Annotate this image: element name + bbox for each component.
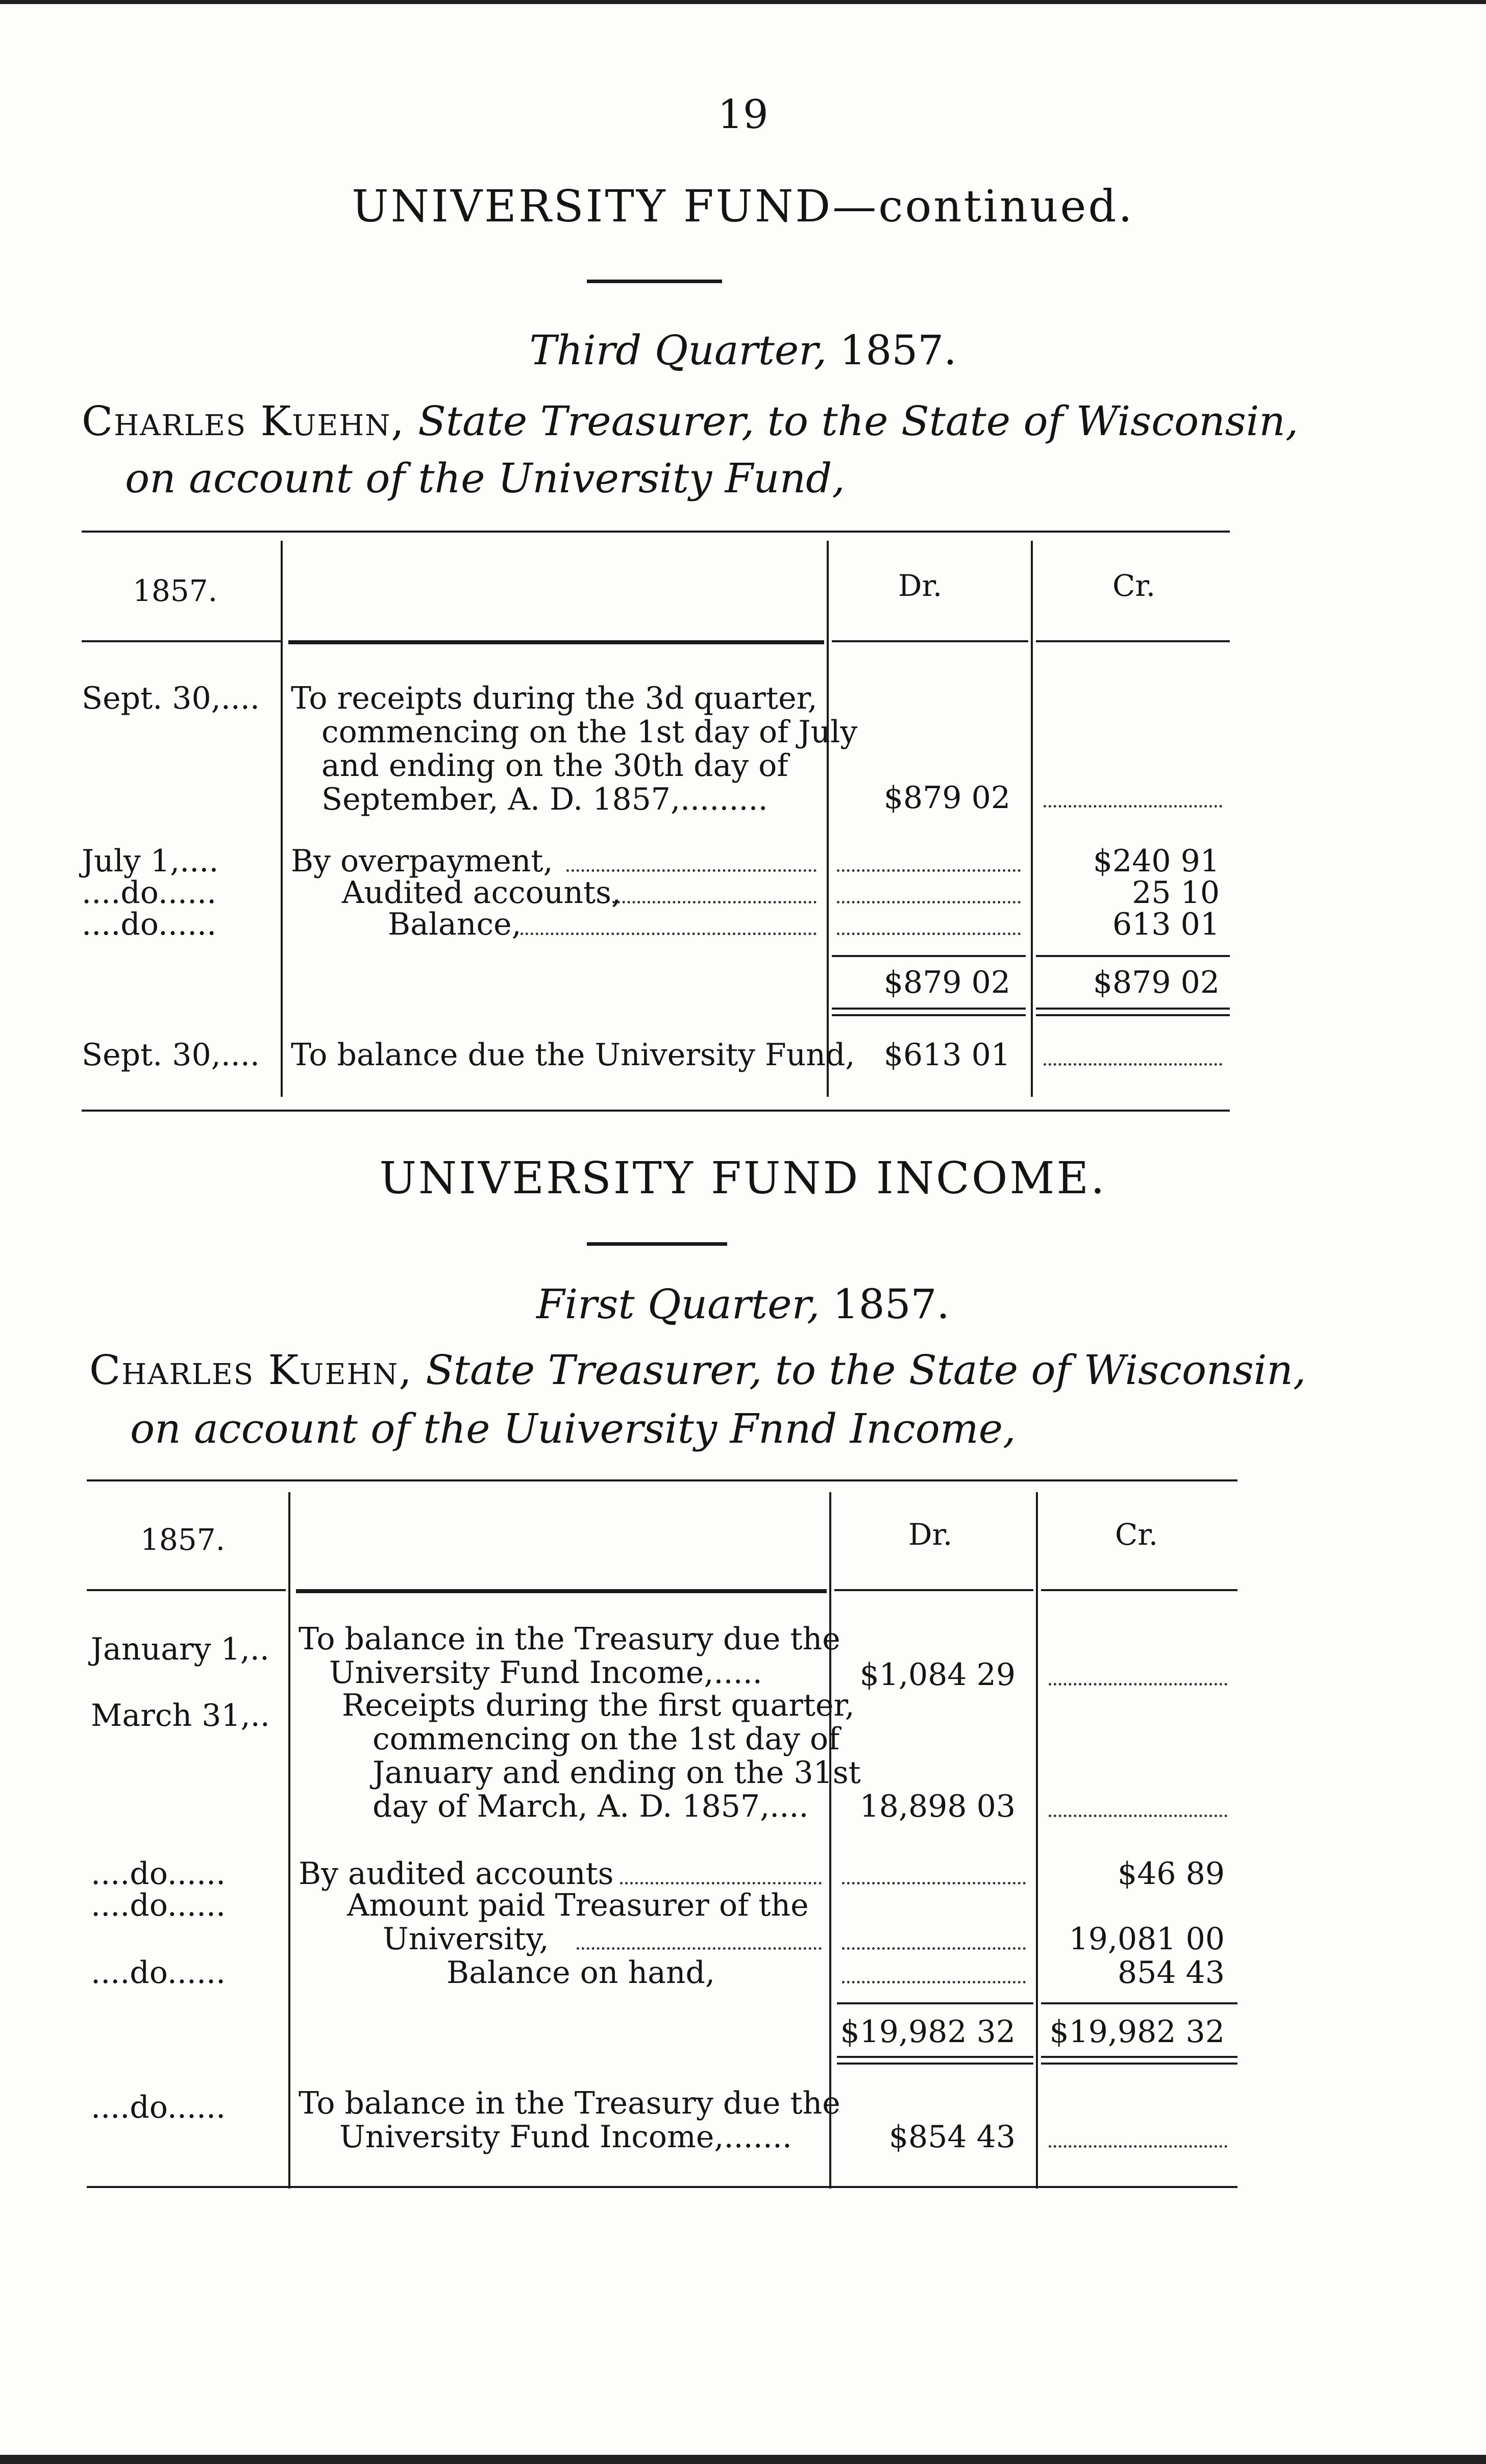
table1-row4-desc: Balance, bbox=[388, 907, 522, 942]
table2-row1-date: January 1,.. bbox=[91, 1631, 269, 1667]
table2-row3-cr: $46 89 bbox=[1118, 1856, 1225, 1892]
account-heading-line1 bbox=[89, 1342, 1306, 1399]
table1-col-dr: Dr. bbox=[898, 568, 943, 603]
treasurer-name: Charles Kuehn, bbox=[82, 397, 405, 445]
table1-row4-cr: 613 01 bbox=[1112, 907, 1220, 942]
quarter-year: 1857. bbox=[839, 326, 957, 374]
table1-divider-desc bbox=[827, 541, 829, 1097]
table2-row4-cr: 19,081 00 bbox=[1069, 1921, 1225, 1957]
page-number: 19 bbox=[717, 92, 769, 138]
table2-row3-leader bbox=[620, 1882, 822, 1884]
table2-row5-dr-leader bbox=[842, 1981, 1026, 1983]
table2-row1-desc: To balance in the Treasury due the University Fund Income,..... bbox=[299, 1621, 840, 1691]
title-rule bbox=[587, 1242, 727, 1246]
table2-row4-desc: Amount paid Treasurer of the University, bbox=[347, 1888, 809, 1957]
account-heading-line1 bbox=[82, 393, 1298, 450]
table2-row2-desc: Receipts during the first quarter, commencing on the 1st day of January and ending on the 31st day of March, A. D. 1857,.... bbox=[342, 1688, 861, 1824]
heading-rest: State Treasurer, to the State of Wisconsin, bbox=[418, 397, 1299, 445]
table2-row5-desc: Balance on hand, bbox=[447, 1955, 715, 1991]
table2-total-dr: $19,982 32 bbox=[840, 2014, 1016, 2050]
table1-row3-dr-leader bbox=[837, 901, 1021, 903]
table2-balance-date: ....do...... bbox=[91, 2090, 226, 2125]
table1-balance-desc: To balance due the University Fund, bbox=[291, 1037, 855, 1073]
table2-divider-desc bbox=[829, 1492, 831, 2189]
table2-row2-cr-leader bbox=[1049, 1815, 1227, 1817]
title-rule bbox=[587, 280, 722, 283]
table1-row1-cr-leader bbox=[1044, 805, 1222, 808]
table2-divider-dr bbox=[1036, 1492, 1038, 2189]
table1-row2-dr-leader bbox=[837, 869, 1021, 872]
table2-divider-date bbox=[288, 1492, 290, 2189]
table1-head-rule bbox=[82, 640, 281, 642]
quarter-year: 1857. bbox=[832, 1280, 950, 1328]
table2-col-dr: Dr. bbox=[908, 1517, 953, 1552]
table1-row2-date: July 1,.... bbox=[82, 843, 219, 879]
table1-row2-desc: By overpayment, bbox=[291, 843, 553, 879]
table1-balance-cr-leader bbox=[1044, 1063, 1222, 1066]
table1-bottom-rule bbox=[82, 1110, 1230, 1112]
quarter-heading bbox=[0, 1280, 1486, 1328]
table1-double-rule bbox=[1036, 1014, 1230, 1016]
table2-double-rule bbox=[837, 2056, 1033, 2058]
table2-row2-date: March 31,.. bbox=[91, 1698, 270, 1733]
table2-double-rule bbox=[1041, 2056, 1237, 2058]
table1-row4-leader bbox=[521, 933, 816, 935]
table1-double-rule bbox=[832, 1014, 1026, 1016]
table1-total-rule-dr bbox=[832, 955, 1026, 957]
table2-balance-dr: $854 43 bbox=[888, 2119, 1016, 2155]
table2-row4-dr-leader bbox=[842, 1947, 1026, 1950]
table1-row3-cr: 25 10 bbox=[1132, 875, 1220, 911]
table2-bottom-rule bbox=[87, 2186, 1237, 2188]
page-bottom-edge bbox=[0, 2455, 1486, 2464]
table1-total-dr: $879 02 bbox=[883, 965, 1010, 1000]
table1-row2-leader bbox=[566, 869, 816, 872]
table2-row5-cr: 854 43 bbox=[1118, 1955, 1225, 1991]
table1-row1-desc: To receipts during the 3d quarter, commencing on the 1st day of July and ending on the 30th day of September, A. D. 1857,......... bbox=[291, 681, 858, 817]
section-title-university-fund: UNIVERSITY FUND—continued. bbox=[352, 181, 1134, 232]
table1-double-rule bbox=[1036, 1008, 1230, 1010]
treasurer-name: Charles Kuehn, bbox=[89, 1346, 413, 1394]
table2-double-rule bbox=[837, 2063, 1033, 2065]
table2-top-rule bbox=[87, 1479, 1237, 1481]
table2-row5-date: ....do...... bbox=[91, 1955, 226, 1991]
table2-total-rule-dr bbox=[837, 2002, 1033, 2004]
page-top-edge bbox=[0, 0, 1486, 4]
quarter-label: First Quarter, bbox=[536, 1280, 820, 1328]
table1-head-rule bbox=[288, 640, 824, 644]
quarter-heading bbox=[0, 326, 1486, 374]
table2-row3-date: ....do...... bbox=[91, 1856, 226, 1892]
table2-head-rule bbox=[87, 1589, 286, 1591]
table1-row3-leader bbox=[612, 901, 816, 903]
table2-head-rule bbox=[1041, 1589, 1237, 1591]
table1-double-rule bbox=[832, 1008, 1026, 1010]
table2-row1-cr-leader bbox=[1049, 1683, 1227, 1686]
table2-col-year: 1857. bbox=[140, 1522, 226, 1557]
account-heading-line2: on account of the Uuiversity Fnnd Income, bbox=[130, 1405, 1016, 1452]
account-heading-line2: on account of the University Fund, bbox=[125, 455, 845, 502]
table1-row1-date: Sept. 30,.... bbox=[82, 681, 260, 716]
table1-row3-desc: Audited accounts, bbox=[342, 875, 622, 911]
table1-balance-date: Sept. 30,.... bbox=[82, 1037, 260, 1073]
table2-row3-desc: By audited accounts bbox=[299, 1856, 614, 1892]
table1-head-rule bbox=[832, 640, 1028, 642]
table2-row2-dr: 18,898 03 bbox=[859, 1789, 1016, 1824]
table1-row4-dr-leader bbox=[837, 933, 1021, 935]
table2-row4-leader bbox=[577, 1947, 822, 1950]
table1-balance-dr: $613 01 bbox=[883, 1037, 1010, 1073]
table1-row2-cr: $240 91 bbox=[1093, 843, 1220, 879]
table1-head-rule bbox=[1036, 640, 1230, 642]
table1-col-cr: Cr. bbox=[1112, 568, 1156, 603]
table1-row4-date: ....do...... bbox=[82, 907, 217, 942]
quarter-label: Third Quarter, bbox=[529, 326, 827, 374]
table2-head-rule bbox=[296, 1589, 827, 1593]
heading-rest: State Treasurer, to the State of Wisconsin, bbox=[426, 1346, 1306, 1394]
table2-row3-dr-leader bbox=[842, 1882, 1026, 1884]
table2-row4-date: ....do...... bbox=[91, 1888, 226, 1923]
table1-row3-date: ....do...... bbox=[82, 875, 217, 911]
table2-double-rule bbox=[1041, 2063, 1237, 2065]
table2-head-rule bbox=[834, 1589, 1033, 1591]
table1-top-rule bbox=[82, 531, 1230, 533]
table1-divider-dr bbox=[1031, 541, 1033, 1097]
table1-divider-date bbox=[281, 541, 283, 1097]
table2-balance-cr-leader bbox=[1049, 2145, 1227, 2148]
table1-col-year: 1857. bbox=[133, 573, 218, 608]
table1-total-cr: $879 02 bbox=[1093, 965, 1220, 1000]
table1-total-rule-cr bbox=[1036, 955, 1230, 957]
table2-total-cr: $19,982 32 bbox=[1049, 2014, 1225, 2050]
table2-row1-dr: $1,084 29 bbox=[859, 1657, 1016, 1693]
table1-row1-dr: $879 02 bbox=[883, 780, 1010, 816]
section-title-university-fund-income: UNIVERSITY FUND INCOME. bbox=[379, 1153, 1107, 1204]
table2-total-rule-cr bbox=[1041, 2002, 1237, 2004]
table2-col-cr: Cr. bbox=[1115, 1517, 1158, 1552]
table2-balance-desc: To balance in the Treasury due the University Fund Income,....... bbox=[299, 2085, 840, 2155]
